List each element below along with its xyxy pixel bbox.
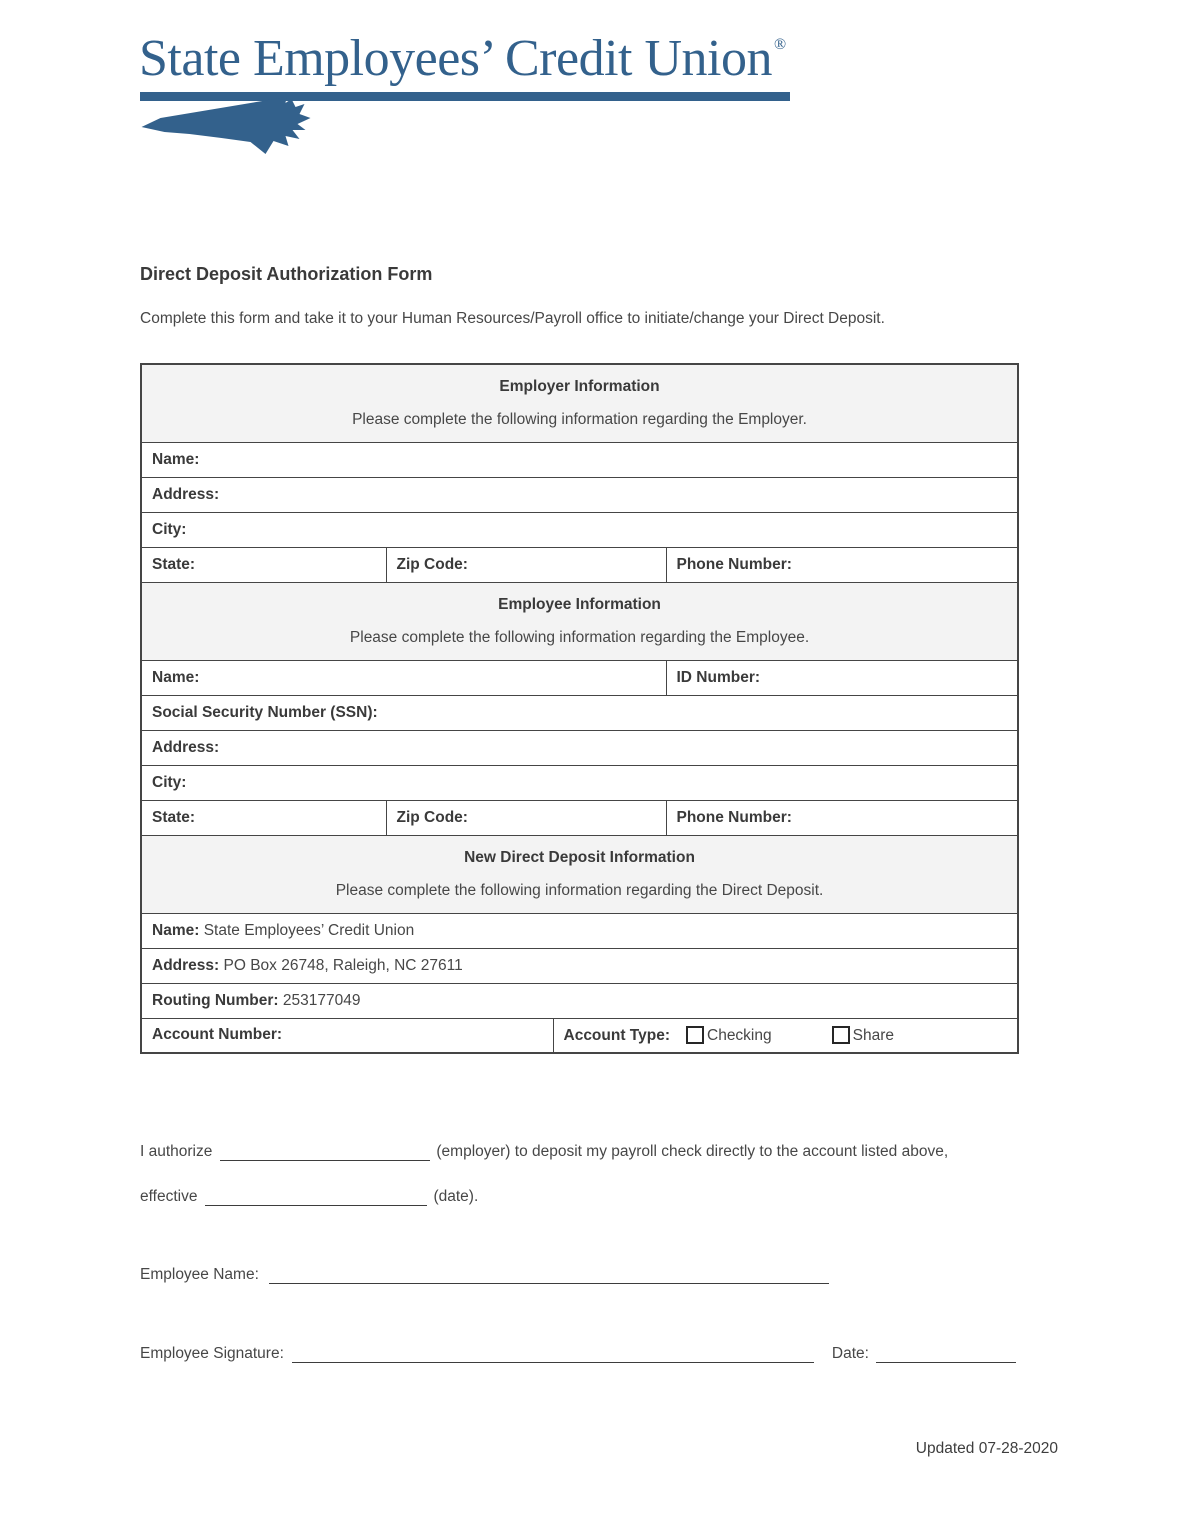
employee-zip-label: Zip Code: (396, 808, 468, 826)
employee-signature-label: Employee Signature: (140, 1345, 284, 1362)
employee-zip-field[interactable] (386, 800, 666, 835)
account-type-field (553, 1018, 1018, 1053)
employer-zip-field[interactable] (386, 547, 666, 582)
employer-city-label: City: (152, 520, 187, 538)
registered-trademark-symbol: ® (773, 36, 786, 53)
employer-address-field[interactable] (141, 477, 1018, 512)
employee-name-blank[interactable] (269, 1268, 829, 1284)
direct-deposit-section-title: New Direct Deposit Information (464, 848, 695, 866)
employee-id-field[interactable] (666, 660, 1018, 695)
effective-suffix: (date). (433, 1188, 479, 1205)
checking-checkbox[interactable] (686, 1026, 704, 1044)
account-type-label: Account Type: (563, 1026, 670, 1044)
routing-number-label: Routing Number: (152, 991, 279, 1009)
employee-section-title: Employee Information (498, 595, 661, 613)
effective-prefix: effective (140, 1188, 198, 1205)
north-carolina-state-icon (139, 94, 315, 162)
deposit-address-value: PO Box 26748, Raleigh, NC 27611 (223, 956, 463, 974)
routing-number-value: 253177049 (282, 991, 361, 1009)
employer-zip-label: Zip Code: (396, 555, 468, 573)
brand-name: State Employees’ Credit Union (139, 30, 772, 87)
employee-state-field[interactable] (141, 800, 386, 835)
employer-state-field[interactable] (141, 547, 386, 582)
deposit-institution-address-row (141, 948, 1018, 983)
employer-state-label: State: (152, 555, 196, 573)
authorization-statement (140, 1143, 948, 1206)
deposit-routing-number-row (141, 983, 1018, 1018)
deposit-name-value: State Employees’ Credit Union (203, 921, 415, 939)
employer-phone-field[interactable] (666, 547, 1018, 582)
signature-date-blank[interactable] (876, 1347, 1016, 1363)
employee-city-label: City: (152, 773, 187, 791)
authorize-suffix: (employer) to deposit my payroll check directly to the account listed above, (436, 1143, 949, 1160)
direct-deposit-section-subtitle: Please complete the following information regarding the Direct Deposit. (335, 881, 824, 899)
deposit-name-label: Name: (152, 921, 200, 939)
deposit-institution-name-row (141, 913, 1018, 948)
direct-deposit-section-header (141, 835, 1018, 913)
employer-city-field[interactable] (141, 512, 1018, 547)
secu-logo-wordmark (139, 30, 786, 87)
account-number-field[interactable] (141, 1018, 553, 1053)
employee-section-subtitle: Please complete the following information regarding the Employee. (349, 628, 810, 646)
updated-date-text: Updated 07-28-2020 (915, 1440, 1058, 1457)
employee-name-line (140, 1266, 829, 1284)
employer-section-title: Employer Information (499, 377, 660, 395)
employer-section-header (141, 364, 1018, 442)
deposit-address-label: Address: (152, 956, 220, 974)
employee-name-line-label: Employee Name: (140, 1266, 259, 1283)
employer-phone-label: Phone Number: (676, 555, 792, 573)
employee-id-label: ID Number: (676, 668, 761, 686)
direct-deposit-form-table (140, 363, 1019, 1054)
employee-city-field[interactable] (141, 765, 1018, 800)
effective-date-blank[interactable] (205, 1190, 427, 1206)
authorize-prefix: I authorize (140, 1143, 213, 1160)
employee-name-label: Name: (152, 668, 200, 686)
employee-signature-line (140, 1345, 1016, 1363)
share-checkbox[interactable] (832, 1026, 850, 1044)
employee-state-label: State: (152, 808, 196, 826)
page-title: Direct Deposit Authorization Form (140, 264, 433, 284)
employee-address-field[interactable] (141, 730, 1018, 765)
employer-address-label: Address: (152, 485, 220, 503)
employer-name-label: Name: (152, 450, 200, 468)
checking-checkbox-label: Checking (707, 1026, 772, 1044)
intro-text: Complete this form and take it to your Human Resources/Payroll office to initiate/change your Direct Deposit. (140, 310, 885, 327)
employer-name-field[interactable] (141, 442, 1018, 477)
share-checkbox-label: Share (852, 1026, 894, 1044)
employee-address-label: Address: (152, 738, 220, 756)
employee-name-field[interactable] (141, 660, 666, 695)
date-label: Date: (831, 1345, 869, 1362)
employer-section-subtitle: Please complete the following information regarding the Employer. (352, 410, 807, 428)
employee-signature-blank[interactable] (292, 1347, 814, 1363)
employee-phone-field[interactable] (666, 800, 1018, 835)
employee-phone-label: Phone Number: (676, 808, 792, 826)
employee-ssn-field[interactable] (141, 695, 1018, 730)
account-number-label: Account Number: (152, 1026, 283, 1044)
employer-name-blank[interactable] (220, 1145, 430, 1161)
employee-ssn-label: Social Security Number (SSN): (152, 703, 378, 721)
employee-section-header (141, 582, 1018, 660)
